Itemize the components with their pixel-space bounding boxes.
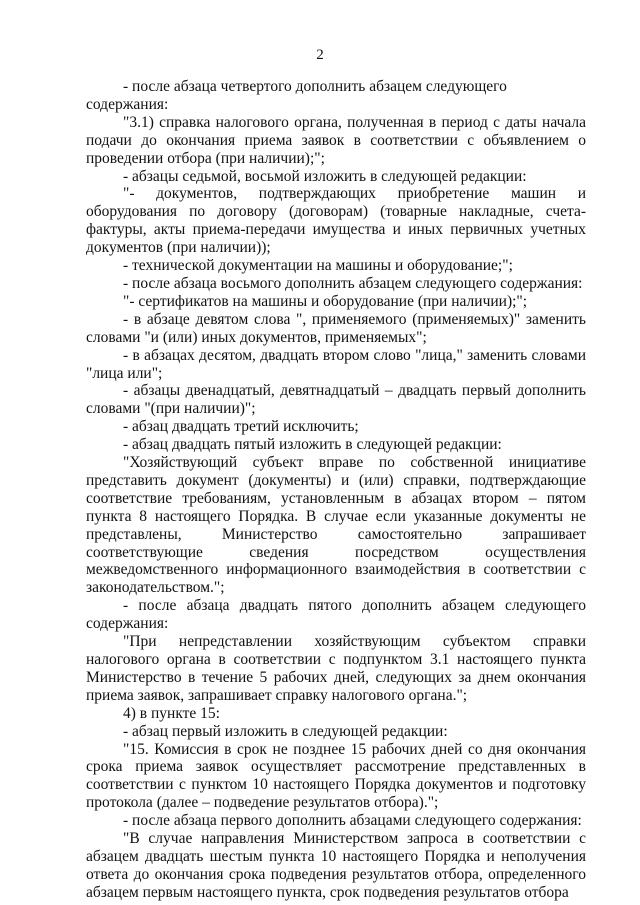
paragraph-7: "- сертификатов на машины и оборудование (при наличии);"; [123,292,528,310]
paragraph-9: - в абзацах десятом, двадцать втором слово "лица," заменить словами "лица или"; [86,346,586,382]
paragraph-20: "В случае направления Министерством запроса в соответствии с абзацем двадцать шестым пункта 10 настоящего Порядка и неполучения ответа до окончания срока подведения результатов отбора, определенного абзацем первым настоящего пункта, срок подведения результатов отбора [86,830,586,901]
paragraph-5: - технической документации на машины и оборудование;"; [123,257,513,275]
page-number: 2 [316,47,324,63]
paragraph-4: "- документов, подтверждающих приобретение машин и оборудования по договору (договорам) (товарные накладные, счета-фактуры, акты приема-передачи имущества и иных первичных учетных документов (при наличии)); [86,185,586,257]
paragraph-19: - после абзаца первого дополнить абзацами следующего содержания: [123,812,582,830]
paragraph-6: - после абзаца восьмого дополнить абзацем следующего содержания: [123,274,583,292]
paragraph-12: - абзац двадцать пятый изложить в следующей редакции: [123,436,502,454]
paragraph-11: - абзац двадцать третий исключить; [123,418,359,436]
paragraph-15: "При непредставлении хозяйствующим субъектом справки налогового органа в соответствии с подпунктом 3.1 настоящего пункта Министерство в течение 5 рабочих дней, следующих за днем окончания приема заявок, запрашивает справку налогового органа."; [86,633,586,704]
paragraph-3: - абзацы седьмой, восьмой изложить в следующей редакции: [123,167,527,185]
paragraph-1: - после абзаца четвертого дополнить абзацем следующего содержания: [86,78,507,113]
paragraph-17: - абзац первый изложить в следующей редакции: [123,722,448,740]
paragraph-13: "Хозяйствующий субъект вправе по собственной инициативе представить документ (документы) и (или) справки, подтверждающие соответствие требованиям, установленным в абзацах втором – пятом пункта 8 настоящего Порядка. В случае если указанные документы не представлены, Министерство самостоятельно запрашивает соответствующие сведения посредством осуществления межведомственного информационного взаимодействия в соответствии с законодательством."; [86,454,586,597]
paragraph-10: - абзацы двенадцатый, девятнадцатый – двадцать первый дополнить словами "(при наличии)"; [86,382,586,418]
paragraph-14: - после абзаца двадцать пятого дополнить абзацем следующего содержания: [86,597,586,633]
paragraph-18: "15. Комиссия в срок не позднее 15 рабочих дней со дня окончания срока приема заявок осуществляет рассмотрение представленных в соответствии с пунктом 10 настоящего Порядка документов и подготовку протокола (далее – подведение результатов отбора)."; [86,740,586,812]
document-body [86,78,586,902]
paragraph-2: "3.1) справка налогового органа, полученная в период с даты начала подачи до окончания приема заявок в соответствии с объявлением о проведении отбора (при наличии);"; [86,113,586,167]
paragraph-16: 4) в пункте 15: [123,704,220,722]
paragraph-8: - в абзаце девятом слова ", применяемого (применяемых)" заменить словами "и (или) иных документов, применяемых"; [86,310,586,346]
